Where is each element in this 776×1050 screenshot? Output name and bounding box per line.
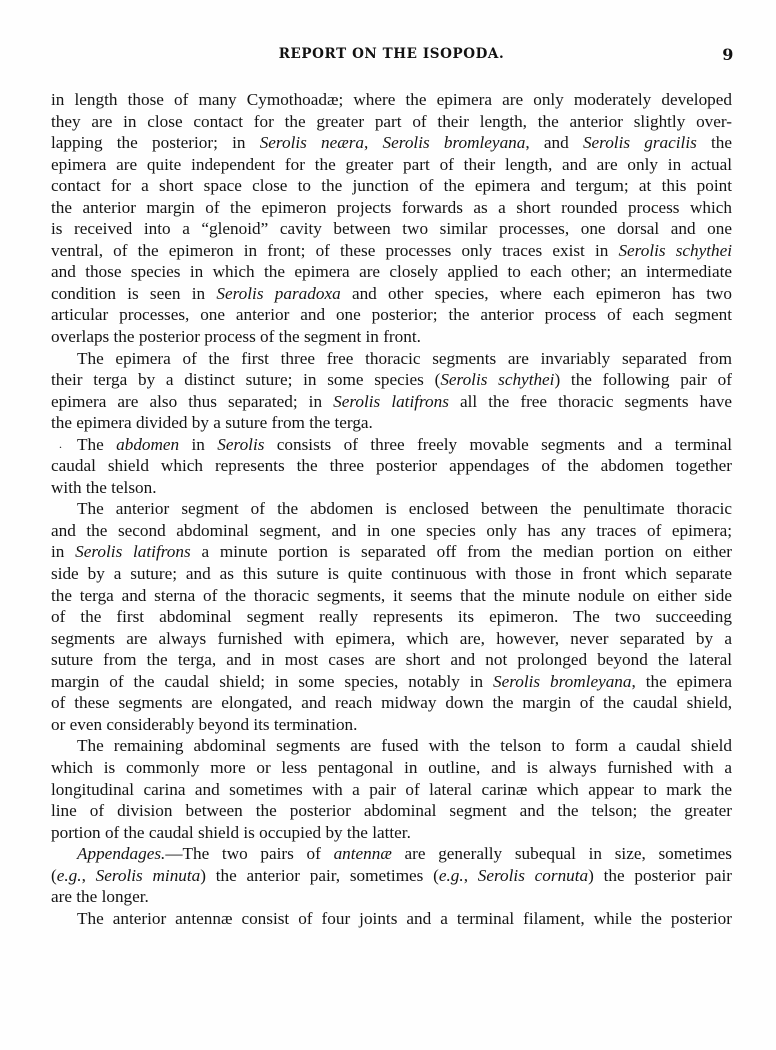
- italic-text: Serolis cornuta: [477, 865, 589, 885]
- text-run: the epimera divided by a suture from the terga.: [51, 413, 373, 433]
- text-run: in: [51, 542, 76, 562]
- text-run: ,: [81, 865, 96, 885]
- text-run: which is commonly more or less pentagonal in outline, and is always furnished with a: [51, 757, 732, 777]
- text-run: and other species, where each epimeron has two: [340, 283, 732, 303]
- text-run: epimera are quite independent for the greater part of their length, and are only in actual: [51, 154, 732, 174]
- paragraph: [51, 735, 732, 843]
- text-line: [51, 563, 732, 585]
- text-line: [51, 132, 732, 154]
- text-run: epimera are also thus separated; in: [51, 391, 334, 411]
- text-run: with the telson.: [51, 477, 157, 497]
- text-run: are the longer.: [51, 887, 149, 907]
- text-line: [51, 800, 732, 822]
- text-run: in: [179, 434, 218, 454]
- text-run: articular processes, one anterior and one posterior; the anterior process of each segment: [51, 305, 732, 325]
- italic-text: Serolis gracilis: [582, 133, 697, 153]
- text-line: [51, 843, 732, 865]
- text-run: is received into a “glenoid” cavity between two similar processes, one dorsal and one: [51, 219, 732, 239]
- text-line: [51, 434, 732, 456]
- text-line: [51, 585, 732, 607]
- text-run: the: [696, 133, 733, 153]
- text-line: [51, 89, 732, 111]
- text-line: [51, 175, 732, 197]
- text-run: overlaps the posterior process of the segment in front.: [51, 327, 421, 347]
- text-run: (: [51, 865, 57, 885]
- text-line: [51, 304, 732, 326]
- text-line: [51, 865, 732, 887]
- text-run: or even considerably beyond its termination.: [51, 714, 358, 734]
- paragraph: [51, 498, 732, 735]
- text-line: [51, 822, 732, 844]
- text-line: [51, 348, 732, 370]
- italic-text: Serolis neæra: [259, 133, 365, 153]
- text-run: portion of the caudal shield is occupied by the latter.: [51, 822, 411, 842]
- text-run: ventral, of the epimeron in front; of these processes only traces exist in: [51, 240, 619, 260]
- text-line: [51, 757, 732, 779]
- text-line: [51, 628, 732, 650]
- page-number: 9: [722, 45, 734, 64]
- text-run: , the epimera: [631, 671, 732, 691]
- text-run: —The two pairs of: [165, 844, 334, 864]
- italic-text: Serolis schythei: [618, 240, 733, 260]
- text-line: [51, 326, 732, 348]
- text-run: of these segments are elongated, and reach midway down the margin of the caudal shield,: [51, 693, 732, 713]
- text-line: [51, 154, 732, 176]
- italic-text: e.g.: [438, 865, 464, 885]
- text-line: [51, 218, 732, 240]
- italic-text: antennæ: [333, 844, 392, 864]
- text-line: [51, 908, 732, 930]
- text-line: [51, 261, 732, 283]
- text-run: The remaining abdominal segments are fused with the telson to form a caudal shield: [77, 736, 732, 756]
- text-line: [51, 412, 732, 434]
- text-line: [51, 886, 732, 908]
- text-line: [51, 498, 732, 520]
- text-run: contact for a short space close to the junction of the epimera and tergum; at this point: [51, 176, 732, 196]
- text-run: margin of the caudal shield; in some species, notably in: [51, 671, 494, 691]
- text-run: , and: [525, 133, 583, 153]
- stray-mark: .: [59, 436, 62, 451]
- text-line: [51, 283, 732, 305]
- text-line: [51, 671, 732, 693]
- text-line: [51, 391, 732, 413]
- text-run: the terga and sterna of the thoracic segments, it seems that the minute nodule on either side: [51, 585, 732, 605]
- text-line: [51, 735, 732, 757]
- text-line: [51, 692, 732, 714]
- body-text: [51, 89, 732, 929]
- text-line: [51, 520, 732, 542]
- italic-text: Serolis bromleyana: [382, 133, 526, 153]
- text-line: [51, 714, 732, 736]
- text-run: longitudinal carina and sometimes with a pair of lateral carinæ which appear to mark the: [51, 779, 732, 799]
- text-run: a minute portion is separated off from the median portion on either: [190, 542, 733, 562]
- text-line: [51, 240, 732, 262]
- italic-text: Serolis paradoxa: [216, 283, 341, 303]
- text-run: suture from the terga, and in most cases are short and not prolonged beyond the lateral: [51, 650, 732, 670]
- paragraph: [51, 434, 732, 499]
- italic-text: Serolis: [217, 434, 265, 454]
- text-run: line of division between the posterior abdominal segment and the telson; the greater: [51, 801, 732, 821]
- text-run: caudal shield which represents the three posterior appendages of the abdomen together: [51, 456, 732, 476]
- italic-text: abdomen: [116, 434, 180, 454]
- text-run: and those species in which the epimera are closely applied to each other; an intermediate: [51, 262, 732, 282]
- text-run: they are in close contact for the greater part of their length, the anterior slightly over-: [51, 111, 732, 131]
- text-line: [51, 477, 732, 499]
- italic-text: Appendages.: [77, 844, 166, 864]
- paragraph: [51, 843, 732, 908]
- text-run: lapping the posterior; in: [51, 133, 260, 153]
- paragraph: [51, 348, 732, 434]
- paragraph: [51, 89, 732, 348]
- text-run: are generally subequal in size, sometimes: [391, 844, 732, 864]
- text-run: in length those of many Cymothoadæ; where the epimera are only moderately developed: [51, 90, 732, 109]
- text-run: their terga by a distinct suture; in some species (: [51, 370, 441, 390]
- text-run: all the free thoracic segments have: [448, 391, 733, 411]
- text-line: [51, 541, 732, 563]
- text-run: ) the following pair of: [554, 370, 732, 390]
- text-line: [51, 606, 732, 628]
- text-run: ) the posterior pair: [588, 865, 733, 885]
- text-line: [51, 111, 732, 133]
- italic-text: Serolis latifrons: [333, 391, 449, 411]
- text-run: of the first abdominal segment really represents its epimeron. The two succeeding: [51, 607, 732, 627]
- italic-text: Serolis schythei: [440, 370, 555, 390]
- text-run: ,: [463, 865, 478, 885]
- text-run: condition is seen in: [51, 283, 217, 303]
- italic-text: Serolis bromleyana: [493, 671, 632, 691]
- text-line: [51, 779, 732, 801]
- text-line: [51, 369, 732, 391]
- text-run: the anterior margin of the epimeron projects forwards as a short rounded process which: [51, 197, 732, 217]
- text-run: The anterior antennæ consist of four joints and a terminal filament, while the posterior: [77, 908, 732, 928]
- text-run: The: [77, 434, 117, 454]
- text-line: [51, 649, 732, 671]
- text-run: and the second abdominal segment, and in one species only has any traces of epimera;: [51, 520, 732, 540]
- italic-text: Serolis latifrons: [75, 542, 191, 562]
- text-line: [51, 197, 732, 219]
- italic-text: Serolis minuta: [95, 865, 201, 885]
- paragraph: [51, 908, 732, 930]
- italic-text: e.g.: [56, 865, 82, 885]
- running-head: [51, 46, 732, 66]
- text-run: ,: [364, 133, 383, 153]
- text-run: consists of three freely movable segments and a terminal: [264, 434, 732, 454]
- text-run: side by a suture; and as this suture is quite continuous with those in front which separate: [51, 564, 732, 584]
- text-line: [51, 455, 732, 477]
- text-run: The epimera of the first three free thoracic segments are invariably separated from: [77, 348, 732, 368]
- text-run: segments are always furnished with epimera, which are, however, never separated by a: [51, 628, 732, 648]
- text-run: The anterior segment of the abdomen is enclosed between the penultimate thoracic: [77, 499, 732, 519]
- running-head-title: REPORT ON THE ISOPODA.: [278, 46, 505, 62]
- text-run: ) the anterior pair, sometimes (: [200, 865, 439, 885]
